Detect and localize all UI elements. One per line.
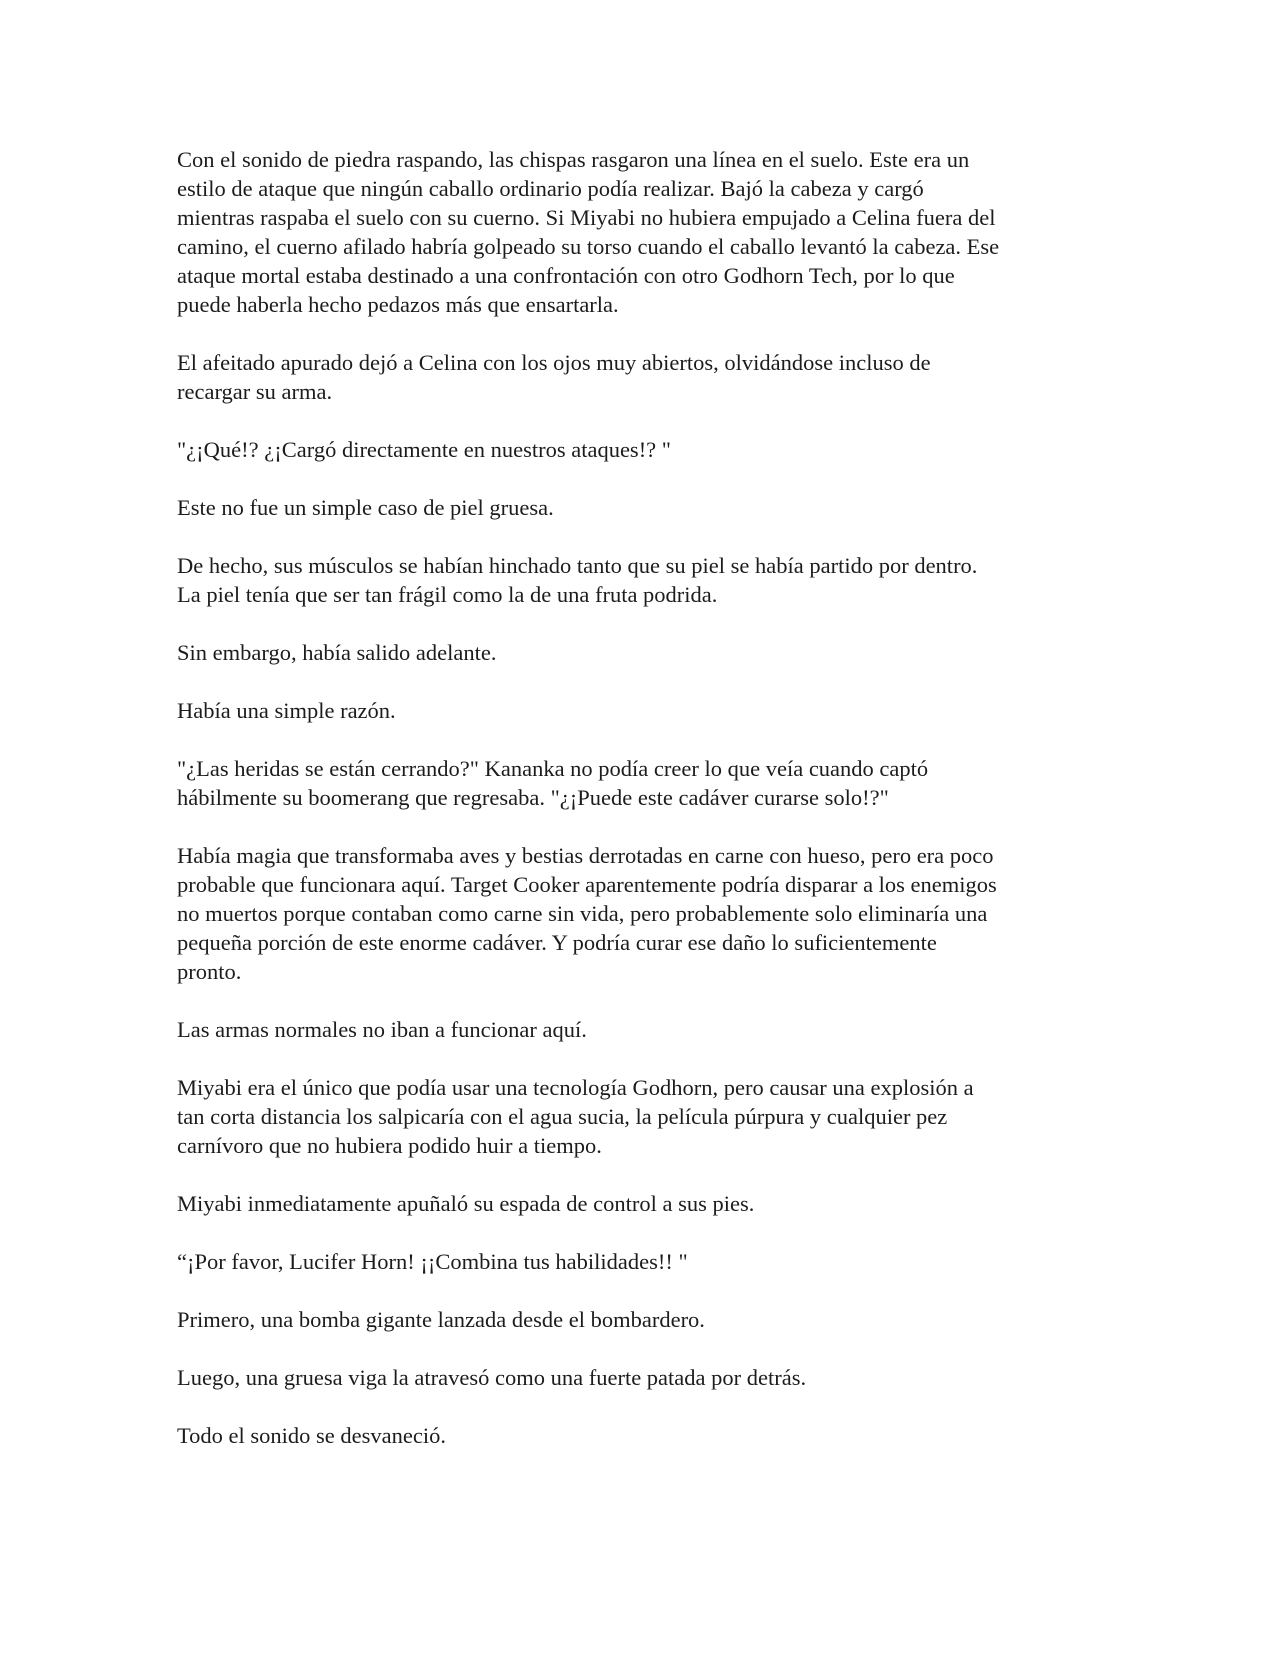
text-line: recargar su arma. bbox=[177, 379, 333, 404]
text-line: Este no fue un simple caso de piel gruesa. bbox=[177, 495, 554, 520]
text-line: no muertos porque contaban como carne sin vida, pero probablemente solo eliminaría una bbox=[177, 901, 988, 926]
text-line: Miyabi era el único que podía usar una tecnología Godhorn, pero causar una explosión a bbox=[177, 1075, 974, 1100]
text-line: La piel tenía que ser tan frágil como la de una fruta podrida. bbox=[177, 582, 718, 607]
text-line: ataque mortal estaba destinado a una confrontación con otro Godhorn Tech, por lo que bbox=[177, 263, 955, 288]
text-line: camino, el cuerno afilado habría golpeado su torso cuando el caballo levantó la cabeza. Ese bbox=[177, 234, 1000, 259]
text-line: tan corta distancia los salpicaría con el agua sucia, la película púrpura y cualquier pez bbox=[177, 1104, 948, 1129]
text-line: Había magia que transformaba aves y bestias derrotadas en carne con hueso, pero era poco bbox=[177, 843, 994, 868]
text-line: Luego, una gruesa viga la atravesó como una fuerte patada por detrás. bbox=[177, 1365, 807, 1390]
text-line: "¿¡Qué!? ¿¡Cargó directamente en nuestros ataques!? " bbox=[177, 437, 671, 462]
text-line: pronto. bbox=[177, 959, 242, 984]
text-line: Todo el sonido se desvaneció. bbox=[177, 1423, 446, 1448]
text-line: mientras raspaba el suelo con su cuerno. Si Miyabi no hubiera empujado a Celina fuera del bbox=[177, 205, 996, 230]
text-line: Miyabi inmediatamente apuñaló su espada de control a sus pies. bbox=[177, 1191, 755, 1216]
text-line: estilo de ataque que ningún caballo ordinario podía realizar. Bajó la cabeza y cargó bbox=[177, 176, 924, 201]
paragraph bbox=[177, 551, 1107, 609]
paragraph bbox=[177, 435, 1107, 464]
paragraph bbox=[177, 1189, 1107, 1218]
paragraph bbox=[177, 348, 1107, 406]
paragraph bbox=[177, 754, 1107, 812]
text-line: pequeña porción de este enorme cadáver. Y podría curar ese daño lo suficientemente bbox=[177, 930, 937, 955]
text-line: carnívoro que no hubiera podido huir a tiempo. bbox=[177, 1133, 602, 1158]
text-line: Con el sonido de piedra raspando, las chispas rasgaron una línea en el suelo. Este era un bbox=[177, 147, 970, 172]
paragraph bbox=[177, 1015, 1107, 1044]
paragraph bbox=[177, 841, 1107, 986]
text-line: “¡Por favor, Lucifer Horn! ¡¡Combina tus habilidades!! " bbox=[177, 1249, 688, 1274]
paragraph bbox=[177, 1421, 1107, 1450]
text-line: El afeitado apurado dejó a Celina con los ojos muy abiertos, olvidándose incluso de bbox=[177, 350, 931, 375]
paragraph bbox=[177, 493, 1107, 522]
text-line: Sin embargo, había salido adelante. bbox=[177, 640, 497, 665]
text-line: puede haberla hecho pedazos más que ensartarla. bbox=[177, 292, 619, 317]
text-line: De hecho, sus músculos se habían hinchado tanto que su piel se había partido por dentro. bbox=[177, 553, 978, 578]
paragraph bbox=[177, 1363, 1107, 1392]
paragraph bbox=[177, 1305, 1107, 1334]
text-line: Las armas normales no iban a funcionar aquí. bbox=[177, 1017, 587, 1042]
text-line: hábilmente su boomerang que regresaba. "¿¡Puede este cadáver curarse solo!?" bbox=[177, 785, 889, 810]
paragraph bbox=[177, 1247, 1107, 1276]
text-line: Había una simple razón. bbox=[177, 698, 396, 723]
paragraph bbox=[177, 696, 1107, 725]
paragraph bbox=[177, 638, 1107, 667]
text-line: Primero, una bomba gigante lanzada desde el bombardero. bbox=[177, 1307, 705, 1332]
paragraph bbox=[177, 145, 1107, 319]
text-line: probable que funcionara aquí. Target Cooker aparentemente podría disparar a los enemigos bbox=[177, 872, 997, 897]
text-line: "¿Las heridas se están cerrando?" Kananka no podía creer lo que veía cuando captó bbox=[177, 756, 929, 781]
document-body bbox=[177, 145, 1107, 1479]
paragraph bbox=[177, 1073, 1107, 1160]
